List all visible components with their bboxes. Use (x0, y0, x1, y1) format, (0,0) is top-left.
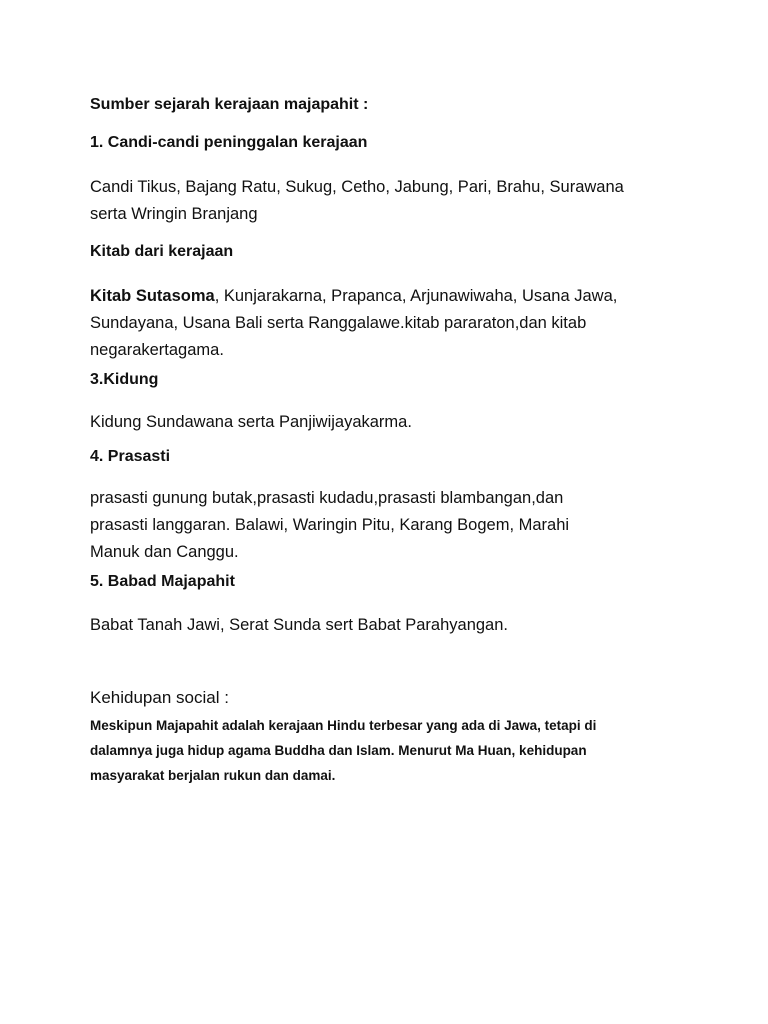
heading-babad: 5. Babad Majapahit (90, 573, 235, 590)
social-line-3: masyarakat berjalan rukun dan damai. (90, 768, 336, 783)
candi-text (90, 174, 690, 228)
candi-line-1: Candi Tikus, Bajang Ratu, Sukug, Cetho, Jabung, Pari, Brahu, Surawana (90, 178, 624, 196)
candi-line-2: serta Wringin Branjang (90, 205, 258, 223)
heading-candi: 1. Candi-candi peninggalan kerajaan (90, 134, 368, 151)
kitab-line-3: negarakertagama. (90, 341, 224, 359)
prasasti-line-1: prasasti gunung butak,prasasti kudadu,prasasti blambangan,dan (90, 489, 564, 507)
kitab-sutasoma: Kitab Sutasoma (90, 287, 215, 305)
kitab-line-1-rest: , Kunjarakarna, Prapanca, Arjunawiwaha, Usana Jawa, (214, 287, 618, 305)
kitab-text (90, 283, 690, 364)
social-line-1: Meskipun Majapahit adalah kerajaan Hindu terbesar yang ada di Jawa, tetapi di (90, 718, 597, 733)
kidung-text (90, 409, 690, 436)
prasasti-text (90, 485, 690, 566)
heading-social: Kehidupan social : (90, 688, 229, 707)
document-title: Sumber sejarah kerajaan majapahit : (90, 96, 369, 113)
babad-line-1: Babat Tanah Jawi, Serat Sunda sert Babat Parahyangan. (90, 616, 508, 634)
kidung-line-1: Kidung Sundawana serta Panjiwijayakarma. (90, 413, 412, 431)
heading-kidung: 3.Kidung (90, 371, 159, 388)
heading-kitab: Kitab dari kerajaan (90, 243, 234, 260)
prasasti-line-2: prasasti langgaran. Balawi, Waringin Pitu, Karang Bogem, Marahi (90, 516, 570, 534)
kitab-line-2: Sundayana, Usana Bali serta Ranggalawe.kitab pararaton,dan kitab (90, 314, 587, 332)
social-text (90, 713, 690, 788)
social-line-2: dalamnya juga hidup agama Buddha dan Islam. Menurut Ma Huan, kehidupan (90, 743, 587, 758)
heading-prasasti: 4. Prasasti (90, 448, 171, 465)
babad-text (90, 612, 690, 639)
prasasti-line-3: Manuk dan Canggu. (90, 543, 239, 561)
